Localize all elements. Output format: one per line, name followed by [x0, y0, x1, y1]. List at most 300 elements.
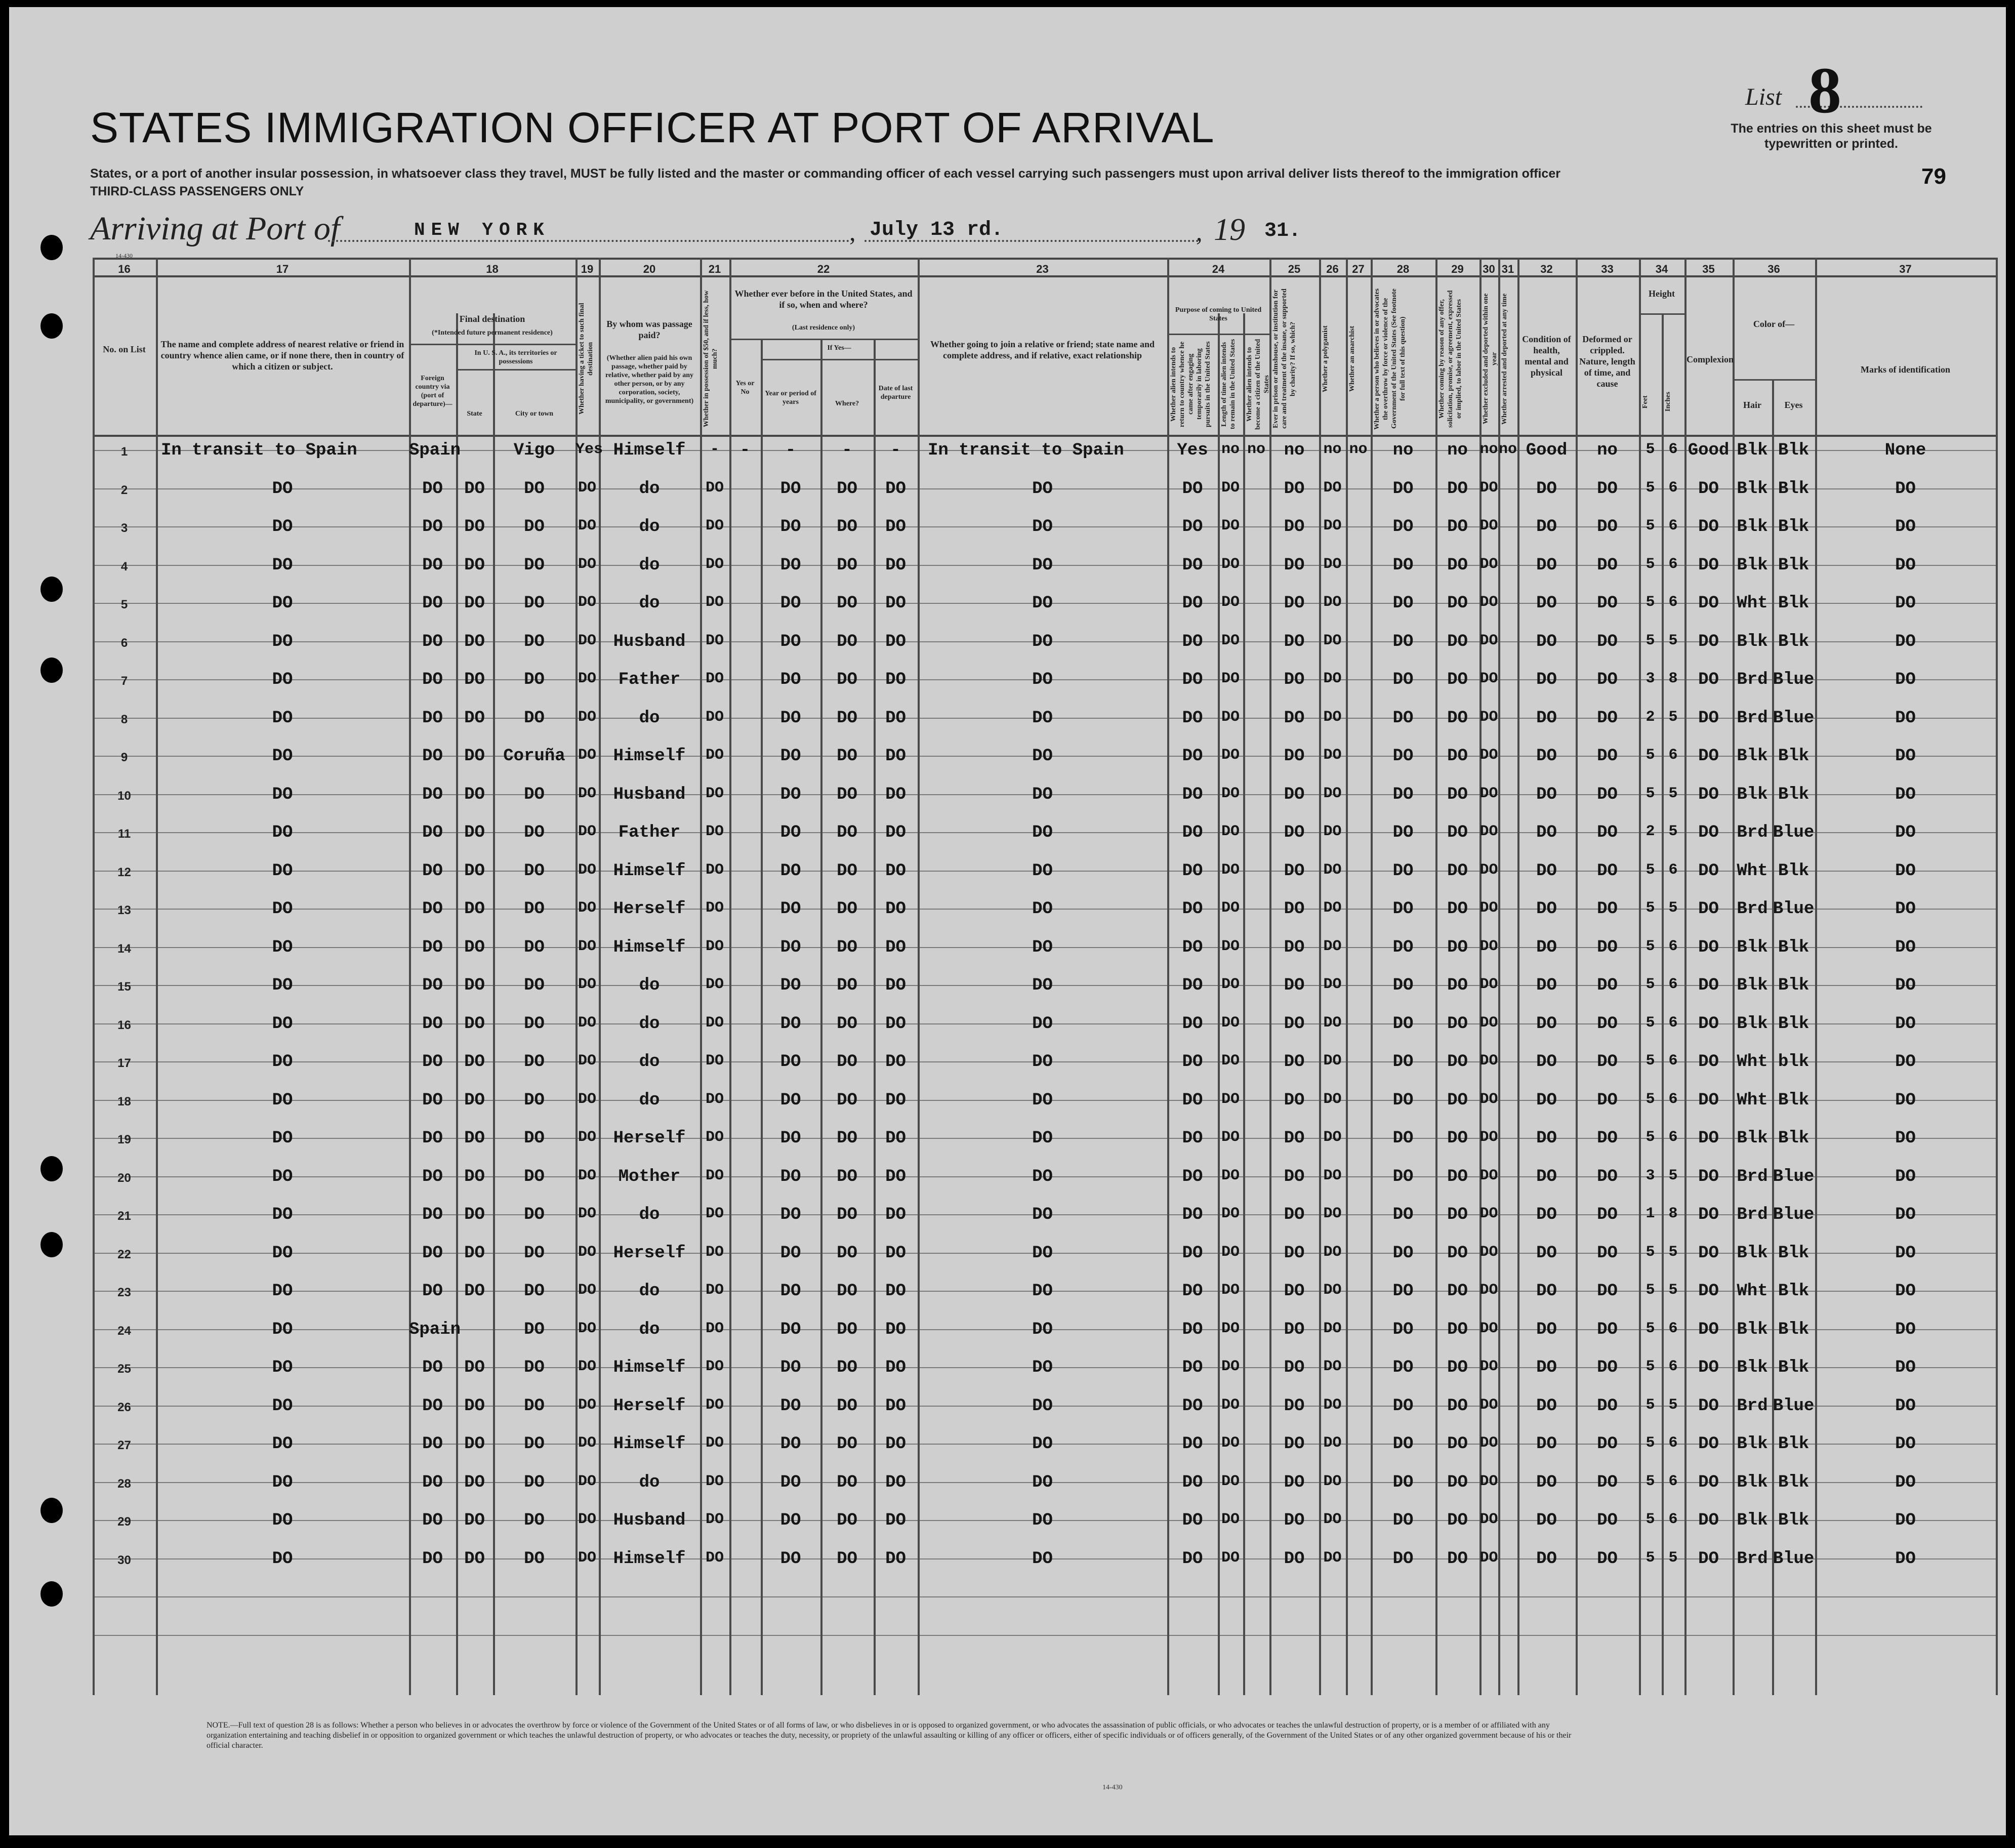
- cell-marks: DO: [1895, 1511, 1916, 1530]
- cell-eyes: Blue: [1773, 1396, 1815, 1416]
- row-number: 1: [120, 445, 128, 459]
- cell-c22b: DO: [780, 1511, 801, 1530]
- cell-hair: Blk: [1737, 632, 1768, 651]
- cell-hair: Blk: [1737, 441, 1768, 460]
- row-number: 17: [117, 1056, 131, 1070]
- column-number: 27: [1352, 263, 1365, 275]
- cell-c29: DO: [1447, 1014, 1468, 1034]
- cell-ticket: DO: [578, 708, 596, 726]
- header-purpose-length: Length of time alien intends to remain in the United States: [1220, 339, 1237, 430]
- cell-country: DO: [422, 1167, 443, 1186]
- cell-c24a: DO: [1182, 708, 1203, 728]
- row-number: 6: [120, 636, 128, 650]
- cell-feet: 5: [1646, 1243, 1655, 1261]
- cell-join: DO: [1032, 1472, 1053, 1492]
- cell-relative: DO: [272, 976, 293, 995]
- cell-state: DO: [464, 1090, 485, 1110]
- cell-c28: DO: [1392, 976, 1414, 995]
- cell-ticket: DO: [578, 1243, 596, 1261]
- form-number-top: 14-430: [115, 252, 133, 259]
- header-no-on-list: No. on List: [103, 344, 146, 354]
- cell-feet: 5: [1646, 1358, 1655, 1375]
- cell-c22b: DO: [780, 1090, 801, 1110]
- cell-c22c: DO: [837, 823, 857, 842]
- cell-city: DO: [524, 632, 545, 651]
- cell-deformed: DO: [1597, 1396, 1618, 1416]
- punch-hole: [40, 658, 63, 683]
- cell-c21: DO: [705, 1090, 724, 1108]
- cell-hair: Blk: [1737, 785, 1768, 804]
- cell-marks: DO: [1895, 1205, 1916, 1224]
- cell-c29: DO: [1447, 517, 1468, 537]
- cell-paid_by: Husband: [613, 632, 686, 651]
- cell-health: DO: [1536, 555, 1557, 575]
- cell-c22b: DO: [780, 517, 801, 537]
- cell-inches: 5: [1668, 1549, 1678, 1567]
- cell-country: DO: [422, 1358, 443, 1377]
- header-purpose-return: Whether alien intends to return to country whence he came after engaging temporarily in laboring pursuits in the United States: [1170, 341, 1212, 427]
- cell-c24b: DO: [1221, 479, 1240, 497]
- cell-inches: 6: [1668, 594, 1678, 611]
- cell-feet: 3: [1646, 670, 1655, 687]
- cell-c22d: DO: [885, 708, 906, 728]
- cell-deformed: DO: [1597, 594, 1618, 613]
- header-year-period: Year or period of years: [765, 390, 816, 406]
- cell-paid_by: do: [639, 1052, 660, 1072]
- header-purpose: Purpose of coming to United States: [1175, 306, 1262, 322]
- cell-city: DO: [524, 670, 545, 689]
- cell-c29: DO: [1447, 1511, 1468, 1530]
- cell-eyes: Blue: [1773, 823, 1815, 842]
- cell-c28: DO: [1392, 937, 1414, 957]
- cell-c24b: DO: [1221, 861, 1240, 879]
- cell-c30: DO: [1479, 1434, 1498, 1452]
- port-value: NEW YORK: [414, 220, 550, 240]
- cell-inches: 5: [1668, 1282, 1678, 1299]
- row-number: 5: [120, 598, 128, 611]
- cell-c24a: DO: [1182, 1511, 1203, 1530]
- cell-c25: DO: [1284, 1090, 1305, 1110]
- cell-relative: DO: [272, 632, 293, 651]
- cell-c22b: DO: [780, 670, 801, 689]
- cell-feet: 5: [1646, 1472, 1655, 1490]
- column-number: 32: [1540, 263, 1553, 275]
- column-number: 20: [643, 263, 656, 275]
- cell-ticket: DO: [578, 976, 596, 993]
- column-rule: [1996, 258, 1998, 1695]
- cell-health: DO: [1536, 861, 1557, 881]
- cell-health: DO: [1536, 1549, 1557, 1569]
- cell-c30: DO: [1479, 1358, 1498, 1375]
- cell-country: DO: [422, 1129, 443, 1148]
- cell-paid_by: Himself: [613, 937, 686, 957]
- cell-c28: DO: [1392, 1052, 1414, 1072]
- cell-c21: DO: [705, 1052, 724, 1070]
- cell-join: DO: [1032, 632, 1053, 651]
- cell-c26: DO: [1323, 861, 1342, 879]
- cell-state: DO: [464, 1472, 485, 1492]
- cell-c26: DO: [1323, 1396, 1342, 1414]
- cell-complexion: DO: [1698, 899, 1719, 919]
- cell-c22d: DO: [885, 976, 906, 995]
- column-number: 21: [708, 263, 721, 275]
- cell-c25: no: [1284, 441, 1305, 460]
- cell-c25: DO: [1284, 1434, 1305, 1454]
- cell-inches: 6: [1668, 1434, 1678, 1452]
- cell-marks: DO: [1895, 1434, 1916, 1454]
- cell-ticket: DO: [578, 1167, 596, 1184]
- row-number: 10: [117, 789, 131, 803]
- cell-c22b: DO: [780, 747, 801, 766]
- cell-c22c: DO: [837, 670, 857, 689]
- cell-state: DO: [464, 632, 485, 651]
- sub-header-rule: [1639, 313, 1684, 315]
- cell-paid_by: do: [639, 1320, 660, 1339]
- cell-feet: 5: [1646, 632, 1655, 649]
- cell-health: DO: [1536, 1472, 1557, 1492]
- cell-c24a: DO: [1182, 1434, 1203, 1454]
- cell-c24b: DO: [1221, 747, 1240, 764]
- cell-c29: DO: [1447, 1243, 1468, 1263]
- cell-health: DO: [1536, 976, 1557, 995]
- cell-c22c: DO: [837, 937, 857, 957]
- list-label: List: [1745, 84, 1782, 110]
- cell-c29: DO: [1447, 632, 1468, 651]
- cell-c24b: DO: [1221, 1396, 1240, 1414]
- cell-paid_by: do: [639, 1282, 660, 1301]
- cell-c22b: DO: [780, 1549, 801, 1569]
- cell-inches: 5: [1668, 785, 1678, 802]
- cell-feet: 5: [1646, 747, 1655, 764]
- cell-complexion: DO: [1698, 1472, 1719, 1492]
- cell-paid_by: do: [639, 1205, 660, 1224]
- cell-c25: DO: [1284, 555, 1305, 575]
- cell-relative: DO: [272, 937, 293, 957]
- cell-c30: DO: [1479, 1320, 1498, 1337]
- cell-c26: DO: [1323, 708, 1342, 726]
- cell-eyes: Blk: [1778, 479, 1810, 499]
- cell-state: DO: [464, 1549, 485, 1569]
- cell-feet: 5: [1646, 1052, 1655, 1070]
- cell-c22c: DO: [837, 976, 857, 995]
- cell-c24b: DO: [1221, 555, 1240, 573]
- cell-c31: no: [1498, 441, 1517, 458]
- cell-inches: 6: [1668, 1358, 1678, 1375]
- table-row: [93, 1549, 1996, 1597]
- cell-city: DO: [524, 1358, 545, 1377]
- header-where: Where?: [835, 400, 859, 407]
- cell-c24a: DO: [1182, 479, 1203, 499]
- cell-c26: DO: [1323, 1434, 1342, 1452]
- cell-c29: DO: [1447, 479, 1468, 499]
- cell-c24a: DO: [1182, 1243, 1203, 1263]
- cell-relative: DO: [272, 1434, 293, 1454]
- cell-city: DO: [524, 1472, 545, 1492]
- cell-paid_by: Husband: [613, 785, 686, 804]
- cell-c21: DO: [705, 517, 724, 535]
- cell-c25: DO: [1284, 976, 1305, 995]
- cell-ticket: DO: [578, 823, 596, 840]
- cell-feet: 5: [1646, 479, 1655, 497]
- cell-c29: DO: [1447, 1396, 1468, 1416]
- row-number: 8: [120, 712, 128, 726]
- cell-c22b: DO: [780, 1472, 801, 1492]
- header-prison: Ever in prison or almshouse, or institution for care and treatment of the insane, or supported by charity? If so, which?: [1272, 289, 1297, 429]
- cell-c29: DO: [1447, 1320, 1468, 1339]
- cell-join: DO: [1032, 1014, 1053, 1034]
- cell-relative: DO: [272, 1243, 293, 1263]
- cell-inches: 6: [1668, 1052, 1678, 1070]
- cell-c24b: DO: [1221, 1167, 1240, 1184]
- cell-c29: DO: [1447, 1549, 1468, 1569]
- cell-country: DO: [422, 708, 443, 728]
- column-number: 25: [1288, 263, 1301, 275]
- cell-c30: DO: [1479, 708, 1498, 726]
- cell-c26: DO: [1323, 747, 1342, 764]
- cell-c28: DO: [1392, 1129, 1414, 1148]
- cell-c24a: DO: [1182, 1549, 1203, 1569]
- cell-c28: no: [1392, 441, 1414, 460]
- cell-country: DO: [422, 899, 443, 919]
- cell-c24a: DO: [1182, 670, 1203, 689]
- cell-inches: 8: [1668, 670, 1678, 687]
- cell-c26: DO: [1323, 1014, 1342, 1032]
- cell-city: DO: [524, 1129, 545, 1148]
- manifest-sheet: [9, 7, 2006, 1835]
- header-marks: Marks of identification: [1861, 364, 1950, 375]
- cell-relative: DO: [272, 1205, 293, 1224]
- header-hair: Hair: [1743, 400, 1761, 410]
- cell-relative: DO: [272, 1090, 293, 1110]
- cell-health: DO: [1536, 517, 1557, 537]
- cell-relative: DO: [272, 1320, 293, 1339]
- column-number: 30: [1483, 263, 1495, 275]
- cell-ticket: DO: [578, 861, 596, 879]
- cell-c22d: DO: [885, 1129, 906, 1148]
- cell-health: DO: [1536, 747, 1557, 766]
- cell-c22c: DO: [837, 861, 857, 881]
- cell-c24b: DO: [1221, 670, 1240, 687]
- header-inches: Inches: [1664, 392, 1672, 412]
- cell-c22d: DO: [885, 632, 906, 651]
- cell-city: DO: [524, 899, 545, 919]
- cell-c21: DO: [705, 937, 724, 955]
- cell-c22c: -: [842, 441, 852, 460]
- row-number: 2: [120, 483, 128, 497]
- row-number: 11: [117, 827, 131, 841]
- cell-c29: DO: [1447, 1205, 1468, 1224]
- header-excluded: Whether excluded and deported within one year: [1482, 293, 1498, 425]
- cell-c21: DO: [705, 555, 724, 573]
- header-ticket: Whether having a ticket to such final destination: [578, 303, 594, 415]
- cell-country: DO: [422, 1052, 443, 1072]
- cell-complexion: DO: [1698, 1014, 1719, 1034]
- cell-deformed: DO: [1597, 1549, 1618, 1569]
- cell-join: DO: [1032, 937, 1053, 957]
- cell-c24a: DO: [1182, 976, 1203, 995]
- cell-paid_by: Himself: [613, 861, 686, 881]
- cell-eyes: blk: [1778, 1052, 1810, 1072]
- cell-country: DO: [422, 1549, 443, 1569]
- page-title: STATES IMMIGRATION OFFICER AT PORT OF ARRIVAL: [90, 104, 1215, 151]
- cell-hair: Blk: [1737, 1358, 1768, 1377]
- cell-c28: DO: [1392, 1205, 1414, 1224]
- cell-deformed: DO: [1597, 517, 1618, 537]
- cell-c21: DO: [705, 1014, 724, 1032]
- cell-c22b: DO: [780, 1282, 801, 1301]
- cell-state: DO: [464, 785, 485, 804]
- cell-city: DO: [524, 708, 545, 728]
- cell-c26: DO: [1323, 1472, 1342, 1490]
- cell-c28: DO: [1392, 747, 1414, 766]
- cell-health: DO: [1536, 1358, 1557, 1377]
- cell-deformed: DO: [1597, 632, 1618, 651]
- cell-complexion: DO: [1698, 1549, 1719, 1569]
- cell-relative: DO: [272, 823, 293, 842]
- cell-feet: 5: [1646, 1129, 1655, 1146]
- cell-marks: DO: [1895, 1129, 1916, 1148]
- cell-country: DO: [422, 1396, 443, 1416]
- cell-c22c: DO: [837, 1320, 857, 1339]
- cell-hair: Wht: [1737, 861, 1768, 881]
- cell-country: DO: [422, 823, 443, 842]
- cell-c22b: DO: [780, 1129, 801, 1148]
- cell-complexion: DO: [1698, 1320, 1719, 1339]
- cell-c22c: DO: [837, 1358, 857, 1377]
- cell-c21: DO: [705, 1511, 724, 1528]
- cell-c26: DO: [1323, 823, 1342, 840]
- header-yes-no: Yes or No: [735, 380, 755, 396]
- header-passage-note: (Whether alien paid his own passage, whether paid by relative, whether paid by any other person, or by any corporation, society, municipality, or government): [605, 354, 694, 405]
- cell-ticket: DO: [578, 1396, 596, 1414]
- cell-c24b: DO: [1221, 1320, 1240, 1337]
- row-number: 24: [117, 1324, 131, 1338]
- cell-inches: 6: [1668, 1472, 1678, 1490]
- cell-c29: DO: [1447, 555, 1468, 575]
- cell-feet: 5: [1646, 899, 1655, 917]
- cell-deformed: DO: [1597, 1052, 1618, 1072]
- cell-paid_by: Herself: [613, 899, 686, 919]
- cell-c26: DO: [1323, 594, 1342, 611]
- row-number: 26: [117, 1400, 131, 1414]
- cell-c26: DO: [1323, 517, 1342, 535]
- column-number: 34: [1655, 263, 1668, 275]
- cell-c30: DO: [1479, 937, 1498, 955]
- cell-marks: DO: [1895, 1052, 1916, 1072]
- cell-c24a: DO: [1182, 937, 1203, 957]
- cell-inches: 6: [1668, 441, 1678, 458]
- cell-country: DO: [422, 517, 443, 537]
- cell-eyes: Blue: [1773, 708, 1815, 728]
- cell-health: DO: [1536, 1167, 1557, 1186]
- cell-c26: DO: [1323, 555, 1342, 573]
- cell-feet: 5: [1646, 594, 1655, 611]
- cell-deformed: DO: [1597, 479, 1618, 499]
- cell-ticket: DO: [578, 1052, 596, 1070]
- cell-inches: 5: [1668, 1243, 1678, 1261]
- cell-city: DO: [524, 1396, 545, 1416]
- cell-eyes: Blk: [1778, 861, 1810, 881]
- cell-paid_by: Father: [618, 823, 681, 842]
- cell-c25: DO: [1284, 479, 1305, 499]
- cell-deformed: DO: [1597, 1434, 1618, 1454]
- cell-c22b: DO: [780, 1358, 801, 1377]
- cell-city: Vigo: [513, 441, 555, 460]
- cell-join: DO: [1032, 1052, 1053, 1072]
- cell-deformed: DO: [1597, 937, 1618, 957]
- cell-city: DO: [524, 1052, 545, 1072]
- cell-c25: DO: [1284, 1014, 1305, 1034]
- cell-relative: DO: [272, 747, 293, 766]
- cell-c28: DO: [1392, 479, 1414, 499]
- cell-health: DO: [1536, 1052, 1557, 1072]
- cell-deformed: DO: [1597, 899, 1618, 919]
- cell-c26: DO: [1323, 1549, 1342, 1567]
- cell-eyes: Blk: [1778, 1243, 1810, 1263]
- header-height: Height: [1649, 289, 1675, 299]
- cell-eyes: Blk: [1778, 1014, 1810, 1034]
- column-number: 26: [1326, 263, 1339, 275]
- cell-marks: DO: [1895, 1549, 1916, 1569]
- cell-deformed: DO: [1597, 555, 1618, 575]
- cell-paid_by: do: [639, 479, 660, 499]
- cell-c26: DO: [1323, 1052, 1342, 1070]
- header-foreign-country: Foreign country via (port of departure)—: [413, 375, 453, 408]
- table-top-rule: [93, 258, 1996, 260]
- cell-health: DO: [1536, 670, 1557, 689]
- cell-deformed: DO: [1597, 1129, 1618, 1148]
- cell-marks: DO: [1895, 555, 1916, 575]
- cell-complexion: DO: [1698, 1511, 1719, 1530]
- cell-c22c: DO: [837, 785, 857, 804]
- cell-c22c: DO: [837, 899, 857, 919]
- cell-inches: 5: [1668, 632, 1678, 649]
- cell-eyes: Blk: [1778, 976, 1810, 995]
- cell-health: DO: [1536, 594, 1557, 613]
- cell-feet: 5: [1646, 555, 1655, 573]
- cell-feet: 2: [1646, 708, 1655, 726]
- cell-complexion: DO: [1698, 1129, 1719, 1148]
- cell-c24a: DO: [1182, 823, 1203, 842]
- cell-c25: DO: [1284, 785, 1305, 804]
- corner-mark: 79: [1921, 164, 1946, 189]
- cell-inches: 6: [1668, 1320, 1678, 1337]
- cell-paid_by: do: [639, 976, 660, 995]
- cell-city: DO: [524, 785, 545, 804]
- cell-feet: 5: [1646, 1320, 1655, 1337]
- cell-c22c: DO: [837, 1205, 857, 1224]
- cell-ticket: DO: [578, 670, 596, 687]
- footnote: NOTE.—Full text of question 28 is as follows: Whether a person who believes in or advocates the overthrow by force or violence of the Government of the United States or of all forms of law, or who disbelieves in or is opposed to organized government, or who advocates the assassination of public officials, or who advocates or teaches the unlawful destruction of property, or is a member of or affiliated with any organization entertaining and teaching disbelief in or opposition to organized government or which teaches the unlawful destruction of property, or who advocates or teaches the duty, necessity, or propriety of the unlawful assaulting or killing of any officer or officers, either of specific individuals or of officers generally, of the Government of the United States or of any other organized government because of his or their official character.: [207, 1721, 1572, 1750]
- cell-c22d: -: [890, 441, 901, 460]
- cell-eyes: Blue: [1773, 670, 1815, 689]
- cell-state: DO: [464, 861, 485, 881]
- cell-c24b: DO: [1221, 1129, 1240, 1146]
- cell-deformed: DO: [1597, 708, 1618, 728]
- class-subtitle: THIRD-CLASS PASSENGERS ONLY: [90, 184, 304, 198]
- cell-c22c: DO: [837, 1396, 857, 1416]
- cell-c22b: DO: [780, 1167, 801, 1186]
- list-number: 8: [1808, 54, 1841, 127]
- cell-c24a: DO: [1182, 1320, 1203, 1339]
- cell-inches: 6: [1668, 555, 1678, 573]
- cell-ticket: DO: [578, 899, 596, 917]
- cell-country: DO: [422, 594, 443, 613]
- header-arrested: Whether arrested and deported at any time: [1501, 293, 1508, 425]
- cell-country: DO: [422, 937, 443, 957]
- cell-city: DO: [524, 1282, 545, 1301]
- cell-c24a: DO: [1182, 1205, 1203, 1224]
